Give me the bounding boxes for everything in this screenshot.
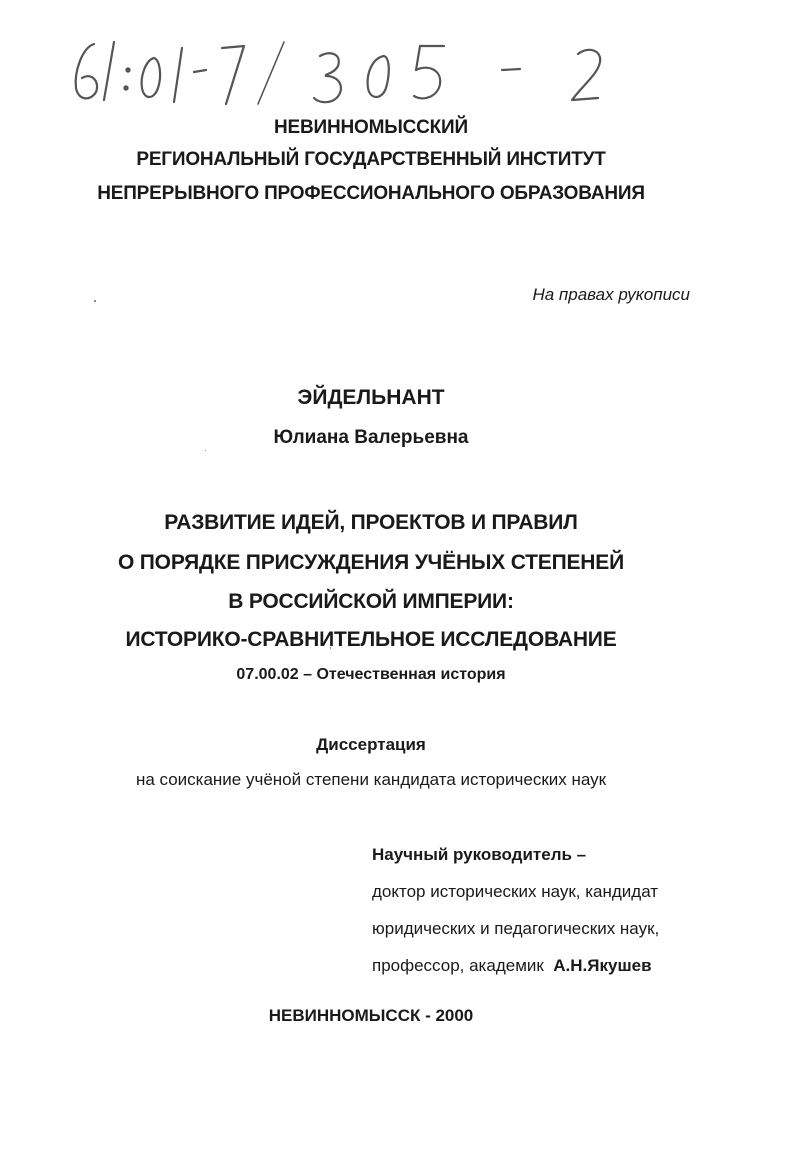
handwritten-archive-mark — [62, 14, 652, 114]
author-surname: ЭЙДЕЛЬНАНТ — [297, 386, 445, 409]
title-line-4: ИСТОРИКО-СРАВНИТЕЛЬНОЕ ИССЛЕДОВАНИЕ — [125, 628, 617, 651]
advisor-title: профессор, академик — [372, 956, 544, 975]
place-and-year: НЕВИННОМЫССК - 2000 — [268, 1006, 474, 1025]
title-line-2: О ПОРЯДКЕ ПРИСУЖДЕНИЯ УЧЁНЫХ СТЕПЕНЕЙ — [118, 551, 624, 574]
author-given-names: Юлиана Валерьевна — [273, 427, 469, 448]
title-line-1: РАЗВИТИЕ ИДЕЙ, ПРОЕКТОВ И ПРАВИЛ — [164, 511, 578, 534]
institution-line-1: НЕВИННОМЫССКИЙ — [274, 117, 468, 138]
title-line-3: В РОССИЙСКОЙ ИМПЕРИИ: — [228, 590, 514, 613]
institution-line-2: РЕГИОНАЛЬНЫЙ ГОСУДАРСТВЕННЫЙ ИНСТИТУТ — [136, 149, 606, 170]
advisor-credentials-1: доктор исторических наук, кандидат — [372, 882, 659, 901]
institution-line-3: НЕПРЕРЫВНОГО ПРОФЕССИОНАЛЬНОГО ОБРАЗОВАНИЯ — [97, 183, 645, 204]
advisor-credentials-2: юридических и педагогических наук, — [372, 919, 660, 938]
advisor-credentials-3 — [372, 947, 732, 984]
scan-speck — [94, 300, 96, 302]
scan-speck — [205, 450, 206, 451]
specialty-code: 07.00.02 – Отечественная история — [236, 666, 506, 683]
advisor-label: Научный руководитель – — [372, 845, 587, 864]
manuscript-rights-note: На правах рукописи — [532, 285, 690, 304]
advisor-name: А.Н.Якушев — [553, 956, 652, 975]
dissertation-label: Диссертация — [316, 735, 426, 754]
advisor-block — [372, 836, 732, 984]
degree-sought: на соискание учёной степени кандидата исторических наук — [135, 770, 607, 789]
